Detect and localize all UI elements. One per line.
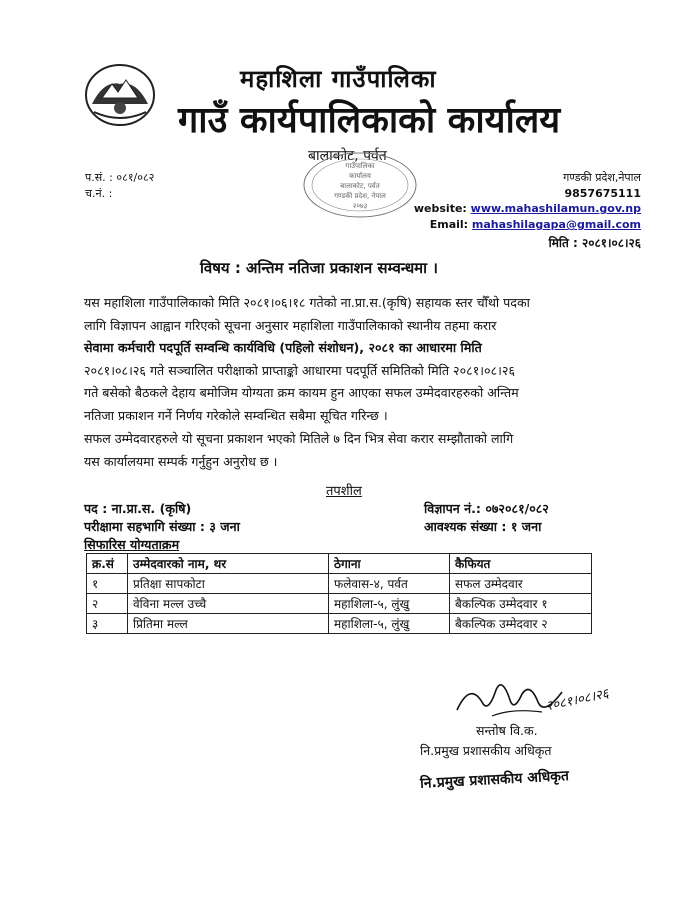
website-label: website: — [413, 202, 467, 215]
post-name: पद : ना.प्रा.स. (कृषि) — [84, 501, 192, 516]
org-name: महाशिला गाउँपालिका — [240, 65, 437, 93]
paragraph-1-line: लागि विज्ञापन आह्वान गरिएको सूचना अनुसार महाशिला गाउँपालिकाको स्थानीय तहमा करार — [84, 317, 497, 333]
stamp-line1: गाउँपालिका — [345, 162, 375, 170]
cell-name: प्रितिमा मल्ल — [128, 614, 329, 634]
cell-name: वेविना मल्ल उच्चै — [128, 594, 329, 614]
notice-date: मिति : २०८१।०८।२६ — [548, 236, 641, 250]
cell-remarks: बैकल्पिक उम्मेदवार १ — [450, 594, 592, 614]
col-remarks: कैफियत — [450, 554, 592, 574]
title-stamp: नि.प्रमुख प्रशासकीय अधिकृत — [419, 768, 570, 792]
cell-address: महाशिला-५, लुंखु — [329, 594, 450, 614]
col-serial: क्र.सं — [87, 554, 128, 574]
phone-number: 9857675111 — [564, 187, 641, 200]
cell-remarks: बैकल्पिक उम्मेदवार २ — [450, 614, 592, 634]
website-row — [414, 202, 641, 215]
col-address: ठेगाना — [329, 554, 450, 574]
stamp-line4: गण्डकी प्रदेश, नेपाल — [334, 192, 386, 200]
signatory-title: नि.प्रमुख प्रशासकीय अधिकृत — [420, 743, 552, 758]
table-row — [87, 614, 592, 634]
cell-serial: १ — [87, 574, 128, 594]
notice-subject: विषय : अन्तिम नतिजा प्रकाशन सम्वन्धमा । — [200, 259, 438, 277]
handwritten-date: २०८१।०८।२६ — [544, 686, 611, 715]
details-heading: तपशील — [326, 484, 362, 499]
paragraph-1-line: नतिजा प्रकाशन गर्ने निर्णय गरेकोले सम्वन्धित सबैमा सूचित गरिन्छ । — [84, 407, 388, 423]
reference-number: प.सं. : ०८१/०८२ — [85, 171, 155, 184]
email-label: Email: — [429, 218, 469, 231]
paragraph-1-line: सेवामा कर्मचारी पदपूर्ति सम्वन्धि कार्यविधि (पहिलो संशोधन), २०८१ का आधारमा मिति — [84, 340, 482, 355]
paragraph-1-line: यस महाशिला गाउँपालिकाको मिति २०८१।०६।१८ गतेको ना.प्रा.स.(कृषि) सहायक स्तर चौँथो पदका — [84, 295, 530, 310]
required-count: आवश्यक संख्या : १ जना — [424, 519, 542, 534]
cell-remarks: सफल उम्मेदवार — [450, 574, 592, 594]
table-header-row — [87, 554, 592, 574]
stamp-line3: बालाकोट, पर्वत — [340, 182, 380, 190]
participant-count: परीक्षामा सहभागि संख्या : ३ जना — [84, 519, 240, 534]
dispatch-number: च.नं. : — [85, 187, 113, 200]
office-title: गाउँ कार्यपालिकाको कार्यालय — [178, 100, 561, 141]
office-location: बालाकोट, पर्वत — [308, 148, 387, 164]
paragraph-1-line: गते बसेको बैठकले देहाय बमोजिम योग्यता क्रम कायम हुन आएका सफल उम्मेदवारहरुको अन्तिम — [84, 385, 519, 400]
advertisement-number: विज्ञापन नं.: ०७२०८१/०८२ — [424, 501, 549, 516]
cell-address: फलेवास-४, पर्वत — [329, 574, 450, 594]
stamp-line5: २०७३ — [352, 202, 368, 210]
table-row — [87, 594, 592, 614]
merit-list-heading: सिफारिस योग्यताक्रम — [84, 537, 180, 552]
emblem-logo — [84, 62, 156, 128]
province: गण्डकी प्रदेश,नेपाल — [563, 171, 641, 184]
cell-name: प्रतिक्षा सापकोटा — [128, 574, 329, 594]
table-row — [87, 574, 592, 594]
col-name: उम्मेदवारको नाम, थर — [128, 554, 329, 574]
paragraph-1 — [84, 292, 624, 427]
paragraph-2-line: सफल उम्मेदवारहरुले यो सूचना प्रकाशन भएको मितिले ७ दिन भित्र सेवा करार सम्झौताको लागि — [84, 431, 514, 446]
office-stamp — [300, 150, 420, 220]
paragraph-2-line: यस कार्यालयमा सम्पर्क गर्नुहुन अनुरोध छ । — [84, 453, 278, 469]
paragraph-2 — [84, 428, 624, 473]
website-link[interactable]: www.mahashilamun.gov.np — [470, 202, 641, 215]
email-row — [430, 218, 641, 231]
cell-address: महाशिला-५, लुंखु — [329, 614, 450, 634]
signatory-name: सन्तोष वि.क. — [476, 723, 538, 738]
paragraph-1-line: २०८१।०८।२६ गते सञ्चालित परीक्षाको प्राप्ताङ्को आधारमा पदपूर्ति समितिको मिति २०८१।०८।२६ — [84, 362, 515, 378]
cell-serial: ३ — [87, 614, 128, 634]
cell-serial: २ — [87, 594, 128, 614]
email-link[interactable]: mahashilagapa@gmail.com — [471, 218, 641, 231]
stamp-line2: कार्यालय — [349, 172, 371, 180]
merit-table — [86, 553, 592, 634]
